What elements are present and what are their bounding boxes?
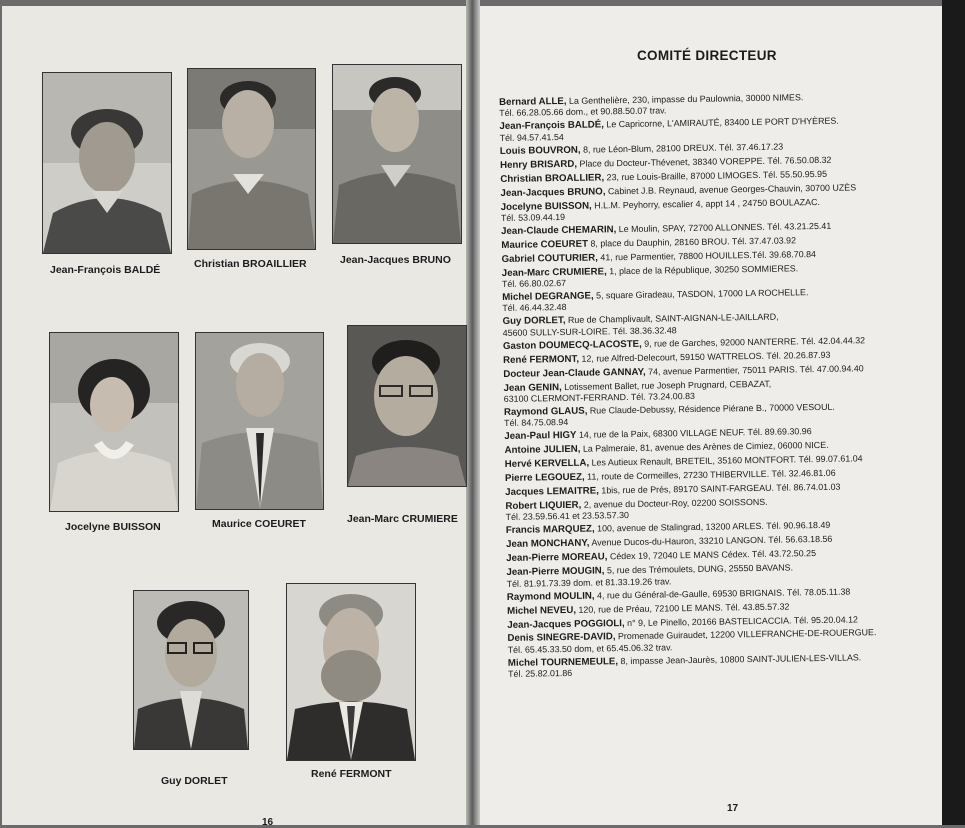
member-entry [507, 627, 947, 656]
member-details: 14, rue de la Paix, 68300 VILLAGE NEUF. Tél. 89.69.30.96 [576, 426, 812, 440]
member-name: Jean-François BALDÉ, [499, 119, 604, 133]
photo-jean-marc-crumiere [347, 325, 467, 487]
member-entry [502, 285, 942, 314]
member-name: Michel NEVEU, [506, 604, 577, 617]
member-details: 1, place de la République, 30250 SOMMIERES. [606, 263, 799, 277]
member-details: Cabinet J.B. Reynaud, avenue Georges-Chauvin, 30700 UZÈS [605, 181, 857, 196]
caption-jocelyne-buisson: Jocelyne BUISSON [65, 521, 161, 533]
member-details: Les Autieux Renault, BRETEIL, 35160 MONTFORT. Tél. 99.07.61.04 [589, 453, 863, 468]
member-name: Jean-Jacques POGGIOLI, [507, 617, 625, 631]
member-details: 41, rue Parmentier, 78800 HOUILLES.Tél. 39.68.70.84 [597, 248, 817, 263]
member-name: Jean-Jacques BRUNO, [500, 185, 606, 199]
caption-christian-broaillier: Christian BROAILLIER [194, 258, 307, 270]
member-details: 5, rue des Trémoulets, DUNG, 25550 BAVANS. [604, 562, 794, 576]
member-details: 8, impasse Jean-Jaurès, 10800 SAINT-JULIEN-LES-VILLAS. [617, 652, 862, 666]
member-details: n° 9, Le Pinello, 20166 BASTELICACCIA. Tél. 95.20.04.12 [624, 613, 858, 628]
member-details: 12, rue Alfred-Delecourt, 59150 WATTRELOS. Tél. 20.26.87.93 [578, 349, 831, 364]
member-name: Denis SINEGRE-DAVID, [507, 631, 616, 645]
member-name: Robert LIQUIER, [505, 499, 582, 512]
member-entry [505, 494, 945, 523]
member-name: Jean-Pierre MOUGIN, [506, 565, 605, 579]
member-details-continued: Tél. 66.28.05.66 dom., et 90.88.50.07 trav. [499, 105, 667, 119]
member-entry [504, 400, 944, 429]
member-name: Hervé KERVELLA, [504, 457, 590, 471]
member-name: Jean-Paul HIGY [504, 429, 577, 443]
caption-rene-fermont: René FERMONT [311, 768, 392, 780]
caption-jean-marc-crumiere: Jean-Marc CRUMIERE [347, 513, 458, 525]
member-name: Guy DORLET, [502, 315, 566, 328]
member-details: 5, square Giradeau, TASDON, 17000 LA ROCHELLE. [593, 287, 809, 301]
caption-guy-dorlet: Guy DORLET [161, 775, 228, 787]
member-name: Jean-Claude CHEMARIN, [501, 223, 617, 237]
member-name: Francis MARQUEZ, [505, 523, 595, 537]
member-name: Gaston DOUMECQ-LACOSTE, [502, 338, 642, 352]
member-details: 9, rue de Garches, 92000 NANTERRE. Tél. 42.04.44.32 [641, 334, 866, 349]
member-name: Christian BROALLIER, [500, 171, 605, 185]
member-entry [506, 560, 946, 589]
member-details-continued: Tél. 84.75.08.94 [504, 417, 569, 429]
member-entry [501, 195, 941, 224]
member-details: Place du Docteur-Thévenet, 38340 VOREPPE. Tél. 76.50.08.32 [576, 154, 832, 169]
member-name: Jean-Marc CRUMIERE, [501, 266, 607, 279]
member-list [499, 90, 948, 682]
member-details-continued: 63100 CLERMONT-FERRAND. Tél. 73.24.00.83 [503, 390, 696, 404]
member-details: 74, avenue Parmentier, 75011 PARIS. Tél. 47.00.94.40 [645, 362, 864, 377]
member-details-continued: Tél. 25.82.01.86 [507, 667, 573, 679]
photo-guy-dorlet [133, 590, 249, 750]
member-details: Le Moulin, SPAY, 72700 ALLONNES. Tél. 43.21.25.41 [616, 220, 832, 234]
member-name: Antoine JULIEN, [504, 443, 581, 457]
photo-jean-francois-balde [42, 72, 172, 254]
member-details: 100, avenue de Stalingrad, 13200 ARLES. Tél. 90.96.18.49 [594, 520, 831, 534]
member-name: René FERMONT, [503, 353, 580, 366]
member-details: 8, rue Léon-Blum, 28100 DREUX. Tél. 37.46.17.23 [580, 141, 784, 155]
page-number-left: 16 [262, 817, 274, 828]
member-entry [502, 261, 942, 290]
member-details-continued: Tél. 23.59.56.41 et 23.53.57.30 [505, 510, 630, 523]
member-details: H.L.M. Peyhorry, escalier 4, appt 14 , 24750 BOULAZAC. [591, 196, 820, 211]
member-details: 120, rue de Préau, 72100 LE MANS. Tél. 43.85.57.32 [575, 601, 790, 615]
dark-background-edge [942, 0, 965, 825]
photo-jean-jacques-bruno [332, 64, 462, 244]
member-name: Jean GENIN, [503, 381, 562, 394]
photo-christian-broaillier [187, 68, 316, 250]
member-details: 23, rue Louis-Braille, 87000 LIMOGES. Tél. 55.50.95.95 [604, 168, 828, 182]
photo-rene-fermont [286, 583, 416, 761]
member-name: Raymond GLAUS, [503, 405, 588, 418]
member-details-continued: 45600 SULLY-SUR-LOIRE. Tél. 38.36.32.48 [502, 324, 677, 338]
member-name: Docteur Jean-Claude GANNAY, [503, 366, 646, 380]
member-name: Jean-Pierre MOREAU, [506, 551, 608, 565]
member-entry [499, 114, 939, 143]
member-details: 11, route de Cormeilles, 27230 THIBERVILLE. Tél. 32.46.81.06 [584, 467, 836, 482]
member-name: Louis BOUVRON, [499, 144, 581, 157]
member-name: Henry BRISARD, [499, 158, 578, 171]
member-name: Gabriel COUTURIER, [501, 252, 598, 265]
member-details: 4, rue du Général-de-Gaulle, 69530 BRIGNAIS. Tél. 78.05.11.38 [594, 586, 851, 601]
member-details: Promenade Guiraudet, 12200 VILLEFRANCHE-DE-ROUERGUE. [615, 627, 877, 642]
member-details: Le Capricorne, L'AMIRAUTÉ, 83400 LE PORT D'HYÈRES. [603, 115, 839, 130]
caption-jean-francois-balde: Jean-François BALDÉ [50, 264, 161, 276]
member-name: Jocelyne BUISSON, [500, 200, 592, 213]
member-entry [502, 309, 942, 338]
member-details: Rue Claude-Debussy, Résidence Piérane B., 70000 VESOUL. [587, 401, 835, 416]
member-entry [508, 651, 948, 680]
member-details-continued: Tél. 46.44.32.48 [502, 302, 567, 314]
member-details: La Palmeraie, 81, avenue des Arènes de Cimiez, 06000 NICE. [580, 439, 829, 454]
member-details: 2, avenue du Docteur-Roy, 02200 SOISSONS. [581, 496, 768, 510]
member-details: Cédex 19, 72040 LE MANS Cédex. Tél. 43.72.50.25 [607, 548, 817, 562]
member-details-continued: Tél. 94.57.41.54 [499, 131, 564, 143]
member-name: Raymond MOULIN, [506, 590, 595, 603]
member-details-continued: Tél. 66.80.02.67 [501, 278, 567, 290]
photo-maurice-coeuret [195, 332, 324, 510]
member-details: Avenue Ducos-du-Hauron, 33210 LANGON. Tél. 56.63.18.56 [589, 534, 833, 548]
member-name: Bernard ALLE, [499, 95, 567, 108]
member-details-continued: Tél. 53.09.44.19 [500, 211, 566, 223]
member-entry [503, 376, 943, 405]
member-details-continued: Tél. 81.91.73.39 dom. et 81.33.19.26 trav. [506, 575, 672, 589]
page-number-right: 17 [727, 803, 739, 814]
member-name: Pierre LEGOUEZ, [504, 471, 585, 484]
member-name: Jacques LEMAITRE, [505, 485, 599, 498]
page-gutter [466, 0, 480, 825]
member-name: Michel TOURNEMEULE, [507, 655, 619, 669]
member-details: 8, place du Dauphin, 28160 BROU. Tél. 37.47.03.92 [587, 235, 797, 249]
member-details: La Genthelière, 230, impasse du Paulownia, 30000 NIMES. [566, 92, 804, 106]
member-details: Rue de Champlivault, SAINT-AIGNAN-LE-JAILLARD, [565, 311, 779, 326]
member-details-continued: Tél. 65.45.33.50 dom, et 65.45.06.32 trav. [507, 642, 673, 655]
page-title: COMITÉ DIRECTEUR [637, 48, 777, 63]
caption-maurice-coeuret: Maurice COEURET [212, 518, 306, 530]
caption-jean-jacques-bruno: Jean-Jacques BRUNO [340, 254, 451, 266]
member-name: Jean MONCHANY, [505, 537, 590, 551]
member-name: Michel DEGRANGE, [502, 290, 594, 303]
member-details: Lotissement Ballet, rue Joseph Prugnard, CEBAZAT, [561, 378, 772, 392]
member-details: 1bis, rue de Prés, 89170 SAINT-FARGEAU. Tél. 86.74.01.03 [598, 481, 841, 496]
member-name: Maurice COEURET [501, 238, 589, 251]
photo-jocelyne-buisson [49, 332, 179, 512]
